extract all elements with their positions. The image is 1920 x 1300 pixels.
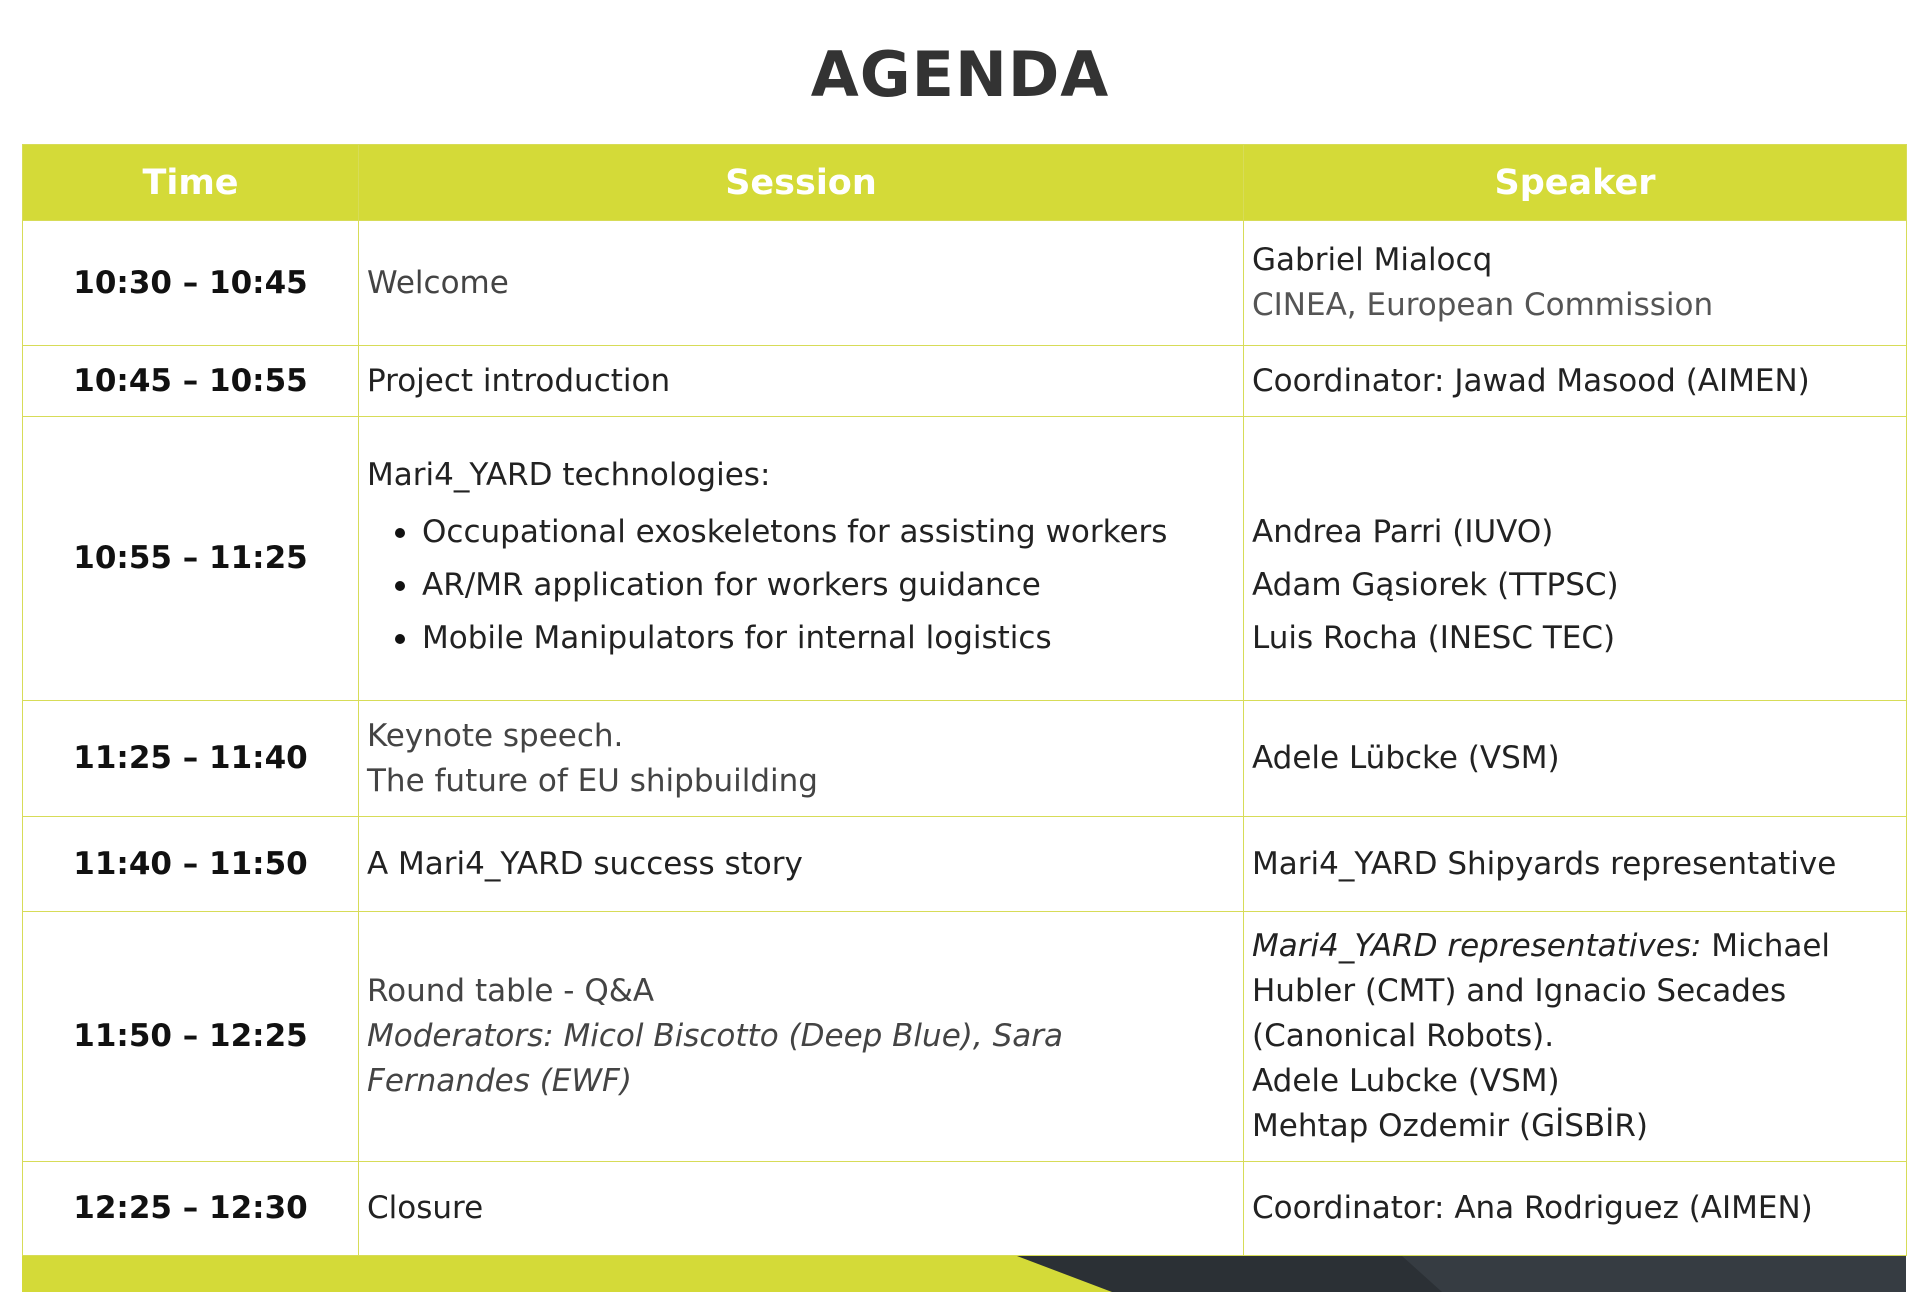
- moderators-text: Moderators: Micol Biscotto (Deep Blue), Sara Fernandes (EWF): [367, 1018, 1063, 1099]
- session-moderators: [367, 1014, 1235, 1104]
- bullet-icon: [395, 581, 405, 591]
- list-item: [367, 506, 1235, 559]
- session-intro: Mari4_YARD technologies:: [367, 456, 771, 493]
- table-row: [23, 221, 1907, 346]
- header-row: [23, 145, 1907, 221]
- session-cell: Project introduction: [359, 346, 1244, 417]
- session-cell: [359, 417, 1244, 701]
- time-cell: 12:25 – 12:30: [23, 1162, 359, 1256]
- table-row: [23, 817, 1907, 912]
- table-row: [23, 346, 1907, 417]
- speaker-cell: [1244, 221, 1907, 346]
- list-item: [367, 559, 1235, 612]
- speaker-org: CINEA, European Commission: [1252, 287, 1714, 323]
- session-line: Keynote speech.: [367, 717, 624, 754]
- speaker-cell: Coordinator: Ana Rodriguez (AIMEN): [1244, 1162, 1907, 1256]
- session-cell: Welcome: [359, 221, 1244, 346]
- speaker-name: Adam Gąsiorek (TTPSC): [1252, 566, 1619, 603]
- list-item-text: Mobile Manipulators for internal logistics: [422, 619, 1052, 656]
- table-row: [23, 417, 1907, 701]
- session-cell: [359, 912, 1244, 1162]
- time-cell: 10:30 – 10:45: [23, 221, 359, 346]
- time-cell: 10:55 – 11:25: [23, 417, 359, 701]
- time-cell: 11:50 – 12:25: [23, 912, 359, 1162]
- session-line: The future of EU shipbuilding: [367, 762, 818, 799]
- speaker-name: Mehtap Ozdemir (GİSBİR): [1252, 1108, 1648, 1144]
- table-row: [23, 1162, 1907, 1256]
- footer-bar: [22, 1256, 1906, 1292]
- column-header-speaker: Speaker: [1244, 145, 1907, 221]
- session-cell: Closure: [359, 1162, 1244, 1256]
- page-title: AGENDA: [810, 38, 1110, 111]
- speaker-name: Gabriel Mialocq: [1252, 242, 1493, 278]
- bullet-icon: [395, 634, 405, 644]
- list-item-text: Occupational exoskeletons for assisting workers: [422, 513, 1168, 550]
- table-row: [23, 701, 1907, 817]
- speaker-cell: Mari4_YARD Shipyards representative: [1244, 817, 1907, 912]
- time-cell: 11:40 – 11:50: [23, 817, 359, 912]
- column-header-time: Time: [23, 145, 359, 221]
- list-item-text: AR/MR application for workers guidance: [422, 566, 1041, 603]
- speaker-cell: [1244, 912, 1907, 1162]
- column-header-session: Session: [359, 145, 1244, 221]
- session-title: Round table - Q&A: [367, 973, 655, 1009]
- session-cell: A Mari4_YARD success story: [359, 817, 1244, 912]
- time-cell: 11:25 – 11:40: [23, 701, 359, 817]
- speaker-cell: Adele Lübcke (VSM): [1244, 701, 1907, 817]
- table-row: [23, 912, 1907, 1162]
- list-item: [367, 612, 1235, 665]
- speaker-cell: [1244, 417, 1907, 701]
- bullet-icon: [395, 528, 405, 538]
- technology-list: [367, 506, 1235, 665]
- speaker-name: Andrea Parri (IUVO): [1252, 513, 1554, 550]
- speaker-group-text: Michael Hubler (CMT) and Ignacio Secades (Canonical Robots).: [1252, 928, 1831, 1054]
- speaker-cell: Coordinator: Jawad Masood (AIMEN): [1244, 346, 1907, 417]
- session-cell: [359, 701, 1244, 817]
- speaker-group: [1252, 924, 1898, 1059]
- agenda-table: [22, 144, 1907, 1256]
- speaker-list: [1252, 506, 1898, 665]
- footer-dark-shade: [1402, 1256, 1906, 1292]
- speaker-group-label: Mari4_YARD representatives:: [1252, 928, 1702, 964]
- time-cell: 10:45 – 10:55: [23, 346, 359, 417]
- speaker-name: Luis Rocha (INESC TEC): [1252, 619, 1616, 656]
- footer-decoration: [22, 1256, 1906, 1292]
- speaker-name: Adele Lubcke (VSM): [1252, 1063, 1560, 1099]
